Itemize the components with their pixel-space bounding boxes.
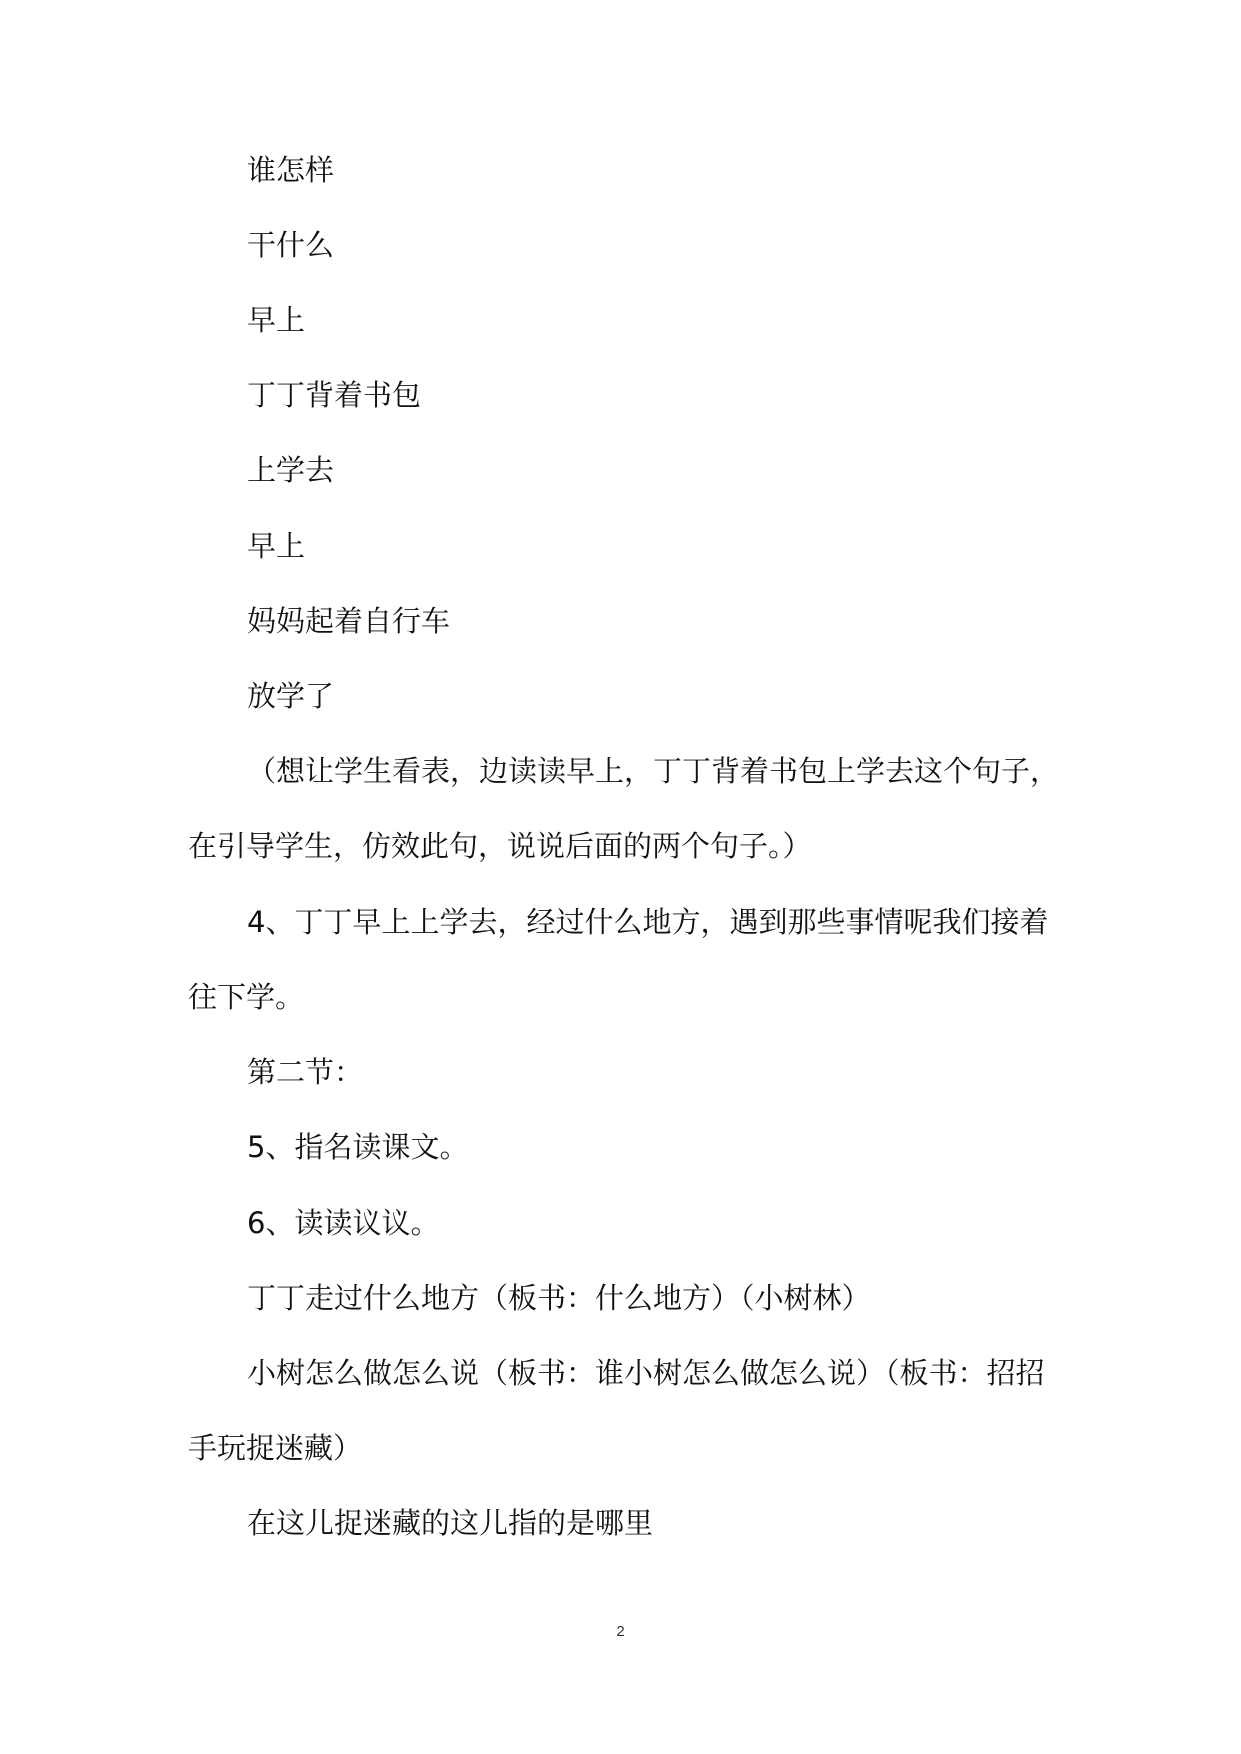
text-line: 小树怎么做怎么说（板书：谁小树怎么做怎么说）（板书：招招 xyxy=(247,1356,1045,1390)
page-number: 2 xyxy=(616,1623,625,1640)
text-line: 第二节： xyxy=(247,1055,364,1089)
text-line: 往下学。 xyxy=(188,980,305,1014)
text-line: 在这儿捉迷藏的这儿指的是哪里 xyxy=(247,1506,654,1540)
text-line: 干什么 xyxy=(247,228,335,262)
text-line: 4、丁丁早上上学去，经过什么地方，遇到那些事情呢我们接着 xyxy=(247,905,1049,939)
text-line: 在引导学生，仿效此句，说说后面的两个句子。） xyxy=(188,829,812,863)
text-line: （想让学生看表，边读读早上，丁丁背着书包上学去这个句子， xyxy=(247,754,1060,788)
text-line: 放学了 xyxy=(247,679,335,713)
text-line: 妈妈起着自行车 xyxy=(247,604,451,638)
text-line: 早上 xyxy=(247,529,306,563)
text-line: 5、指名读课文。 xyxy=(247,1130,469,1164)
text-line: 手玩捉迷藏） xyxy=(188,1431,363,1465)
text-line: 谁怎样 xyxy=(247,153,335,187)
text-line: 早上 xyxy=(247,303,306,337)
text-line: 6、读读议议。 xyxy=(247,1206,440,1240)
text-line: 上学去 xyxy=(247,453,335,487)
text-line: 丁丁背着书包 xyxy=(247,378,422,412)
text-line: 丁丁走过什么地方（板书：什么地方）（小树林） xyxy=(247,1281,871,1315)
